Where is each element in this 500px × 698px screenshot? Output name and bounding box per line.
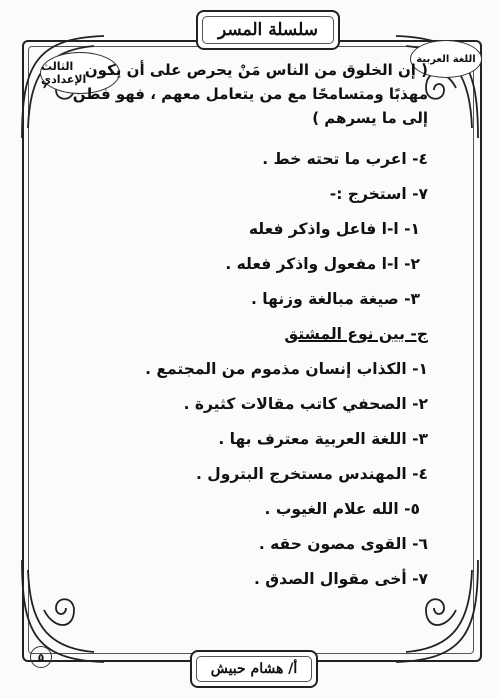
question-item: ١- الكذاب إنسان مذموم من المجتمع . — [145, 360, 428, 378]
subject-badge-text: اللغة العربية — [416, 53, 476, 65]
passage-quote: ( إن الخلوق من الناس مَنْ يحرص على أن يكون مهذبًا ومتسامحًا مع من يتعامل معهم ، فهو فطن إلى ما يسرهم ) — [72, 61, 428, 127]
question-item: ٢- الصحفي كاتب مقالات كثيرة . — [183, 395, 428, 413]
question-item: ٤- المهندس مستخرج البترول . — [196, 465, 428, 483]
question-item: ٤- اعرب ما تحته خط . — [262, 150, 428, 168]
series-title-text: سلسلة المسر — [218, 20, 318, 40]
question-item: ٦- القوى مصون حقه . — [258, 535, 428, 553]
question-item: ٣- اللغة العربية معترف بها . — [218, 430, 428, 448]
question-item: ٧- أخى مقوال الصدق . — [254, 570, 428, 588]
question-item: ١- ا-ا فاعل واذكر فعله — [248, 220, 420, 238]
question-item: ٥- الله علام الغيوب . — [264, 500, 420, 518]
question-item: ٣- صيغة مبالغة وزنها . — [251, 290, 420, 308]
series-title — [196, 10, 340, 50]
author-name: أ/ هشام حبيش — [210, 661, 298, 677]
author-box — [190, 650, 318, 688]
worksheet-content — [70, 58, 428, 597]
page-number: ٥ — [30, 646, 52, 668]
question-item: ٧- استخرج :- — [329, 185, 428, 203]
question-item: ٢- ا-ا مفعول واذكر فعله . — [225, 255, 420, 273]
section-heading: ج- بين نوع المشتق — [284, 325, 428, 343]
grade-badge-text: الثالث الإعدادي — [41, 60, 87, 86]
